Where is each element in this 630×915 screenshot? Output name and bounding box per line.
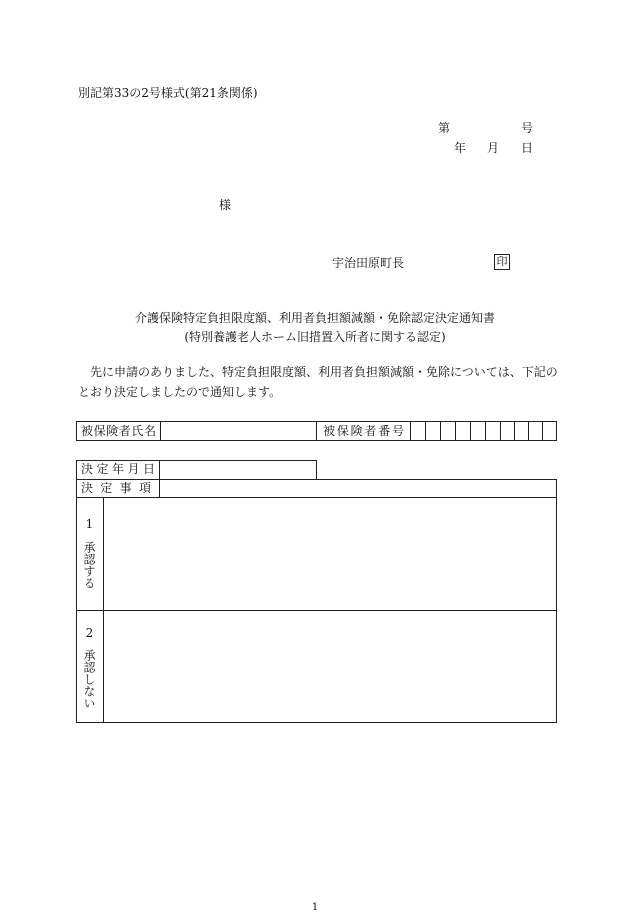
option-number: 2	[85, 626, 94, 640]
insured-name-value-cell	[161, 422, 317, 441]
title-line-1: 介護保険特定負担限度額、利用者負担額減額・免除認定決定通知書	[134, 311, 495, 325]
issuer-name: 宇治田原町長	[332, 256, 405, 270]
notice-body-text: 先に申請のありました、特定負担限度額、利用者負担額減額・免除については、下記のとおり決定しましたので通知します。	[78, 365, 558, 399]
decision-date-row	[76, 460, 317, 480]
document-number-suffix: 号	[521, 121, 534, 135]
insured-person-table	[76, 421, 557, 441]
decision-matters-row	[76, 479, 557, 498]
date-year-label: 年	[454, 141, 467, 155]
page-number: 1	[311, 902, 319, 913]
document-title	[0, 309, 630, 347]
option-approve-row	[76, 497, 557, 611]
date-month-label: 月	[487, 141, 500, 155]
insured-number-digit-cell	[441, 422, 456, 441]
seal-stamp-box: 印	[494, 254, 510, 270]
date-day-label: 日	[521, 141, 534, 155]
decision-date-label: 決定年月日	[77, 461, 160, 479]
option-label-vertical: 承認する	[82, 541, 96, 589]
title-line-2: (特別養護老人ホーム旧措置入所者に関する認定)	[184, 330, 446, 344]
option-label-vertical: 承認しない	[82, 649, 96, 709]
insured-number-digit-cell	[486, 422, 501, 441]
insured-number-digit-cell	[501, 422, 515, 441]
insured-number-digit-cell	[529, 422, 543, 441]
option-reject-row	[76, 610, 557, 723]
option-number-column	[77, 498, 104, 610]
decision-matters-label: 決定事項	[77, 480, 160, 497]
insured-number-digit-cell	[543, 422, 557, 441]
option-number-column	[77, 611, 104, 722]
insured-name-label: 被保険者氏名	[77, 422, 161, 441]
insured-number-digit-cell	[456, 422, 471, 441]
insured-number-label: 被保険者番号	[317, 422, 411, 441]
form-reference: 別記第33の2号様式(第21条関係)	[78, 86, 258, 100]
option-number: 1	[85, 517, 94, 531]
insured-number-digit-cell	[515, 422, 529, 441]
document-number-prefix: 第	[438, 121, 451, 135]
insured-number-digit-cell	[426, 422, 441, 441]
insured-number-digit-cell	[471, 422, 486, 441]
insured-number-digit-cell	[411, 422, 426, 441]
recipient-honorific: 様	[219, 198, 232, 212]
